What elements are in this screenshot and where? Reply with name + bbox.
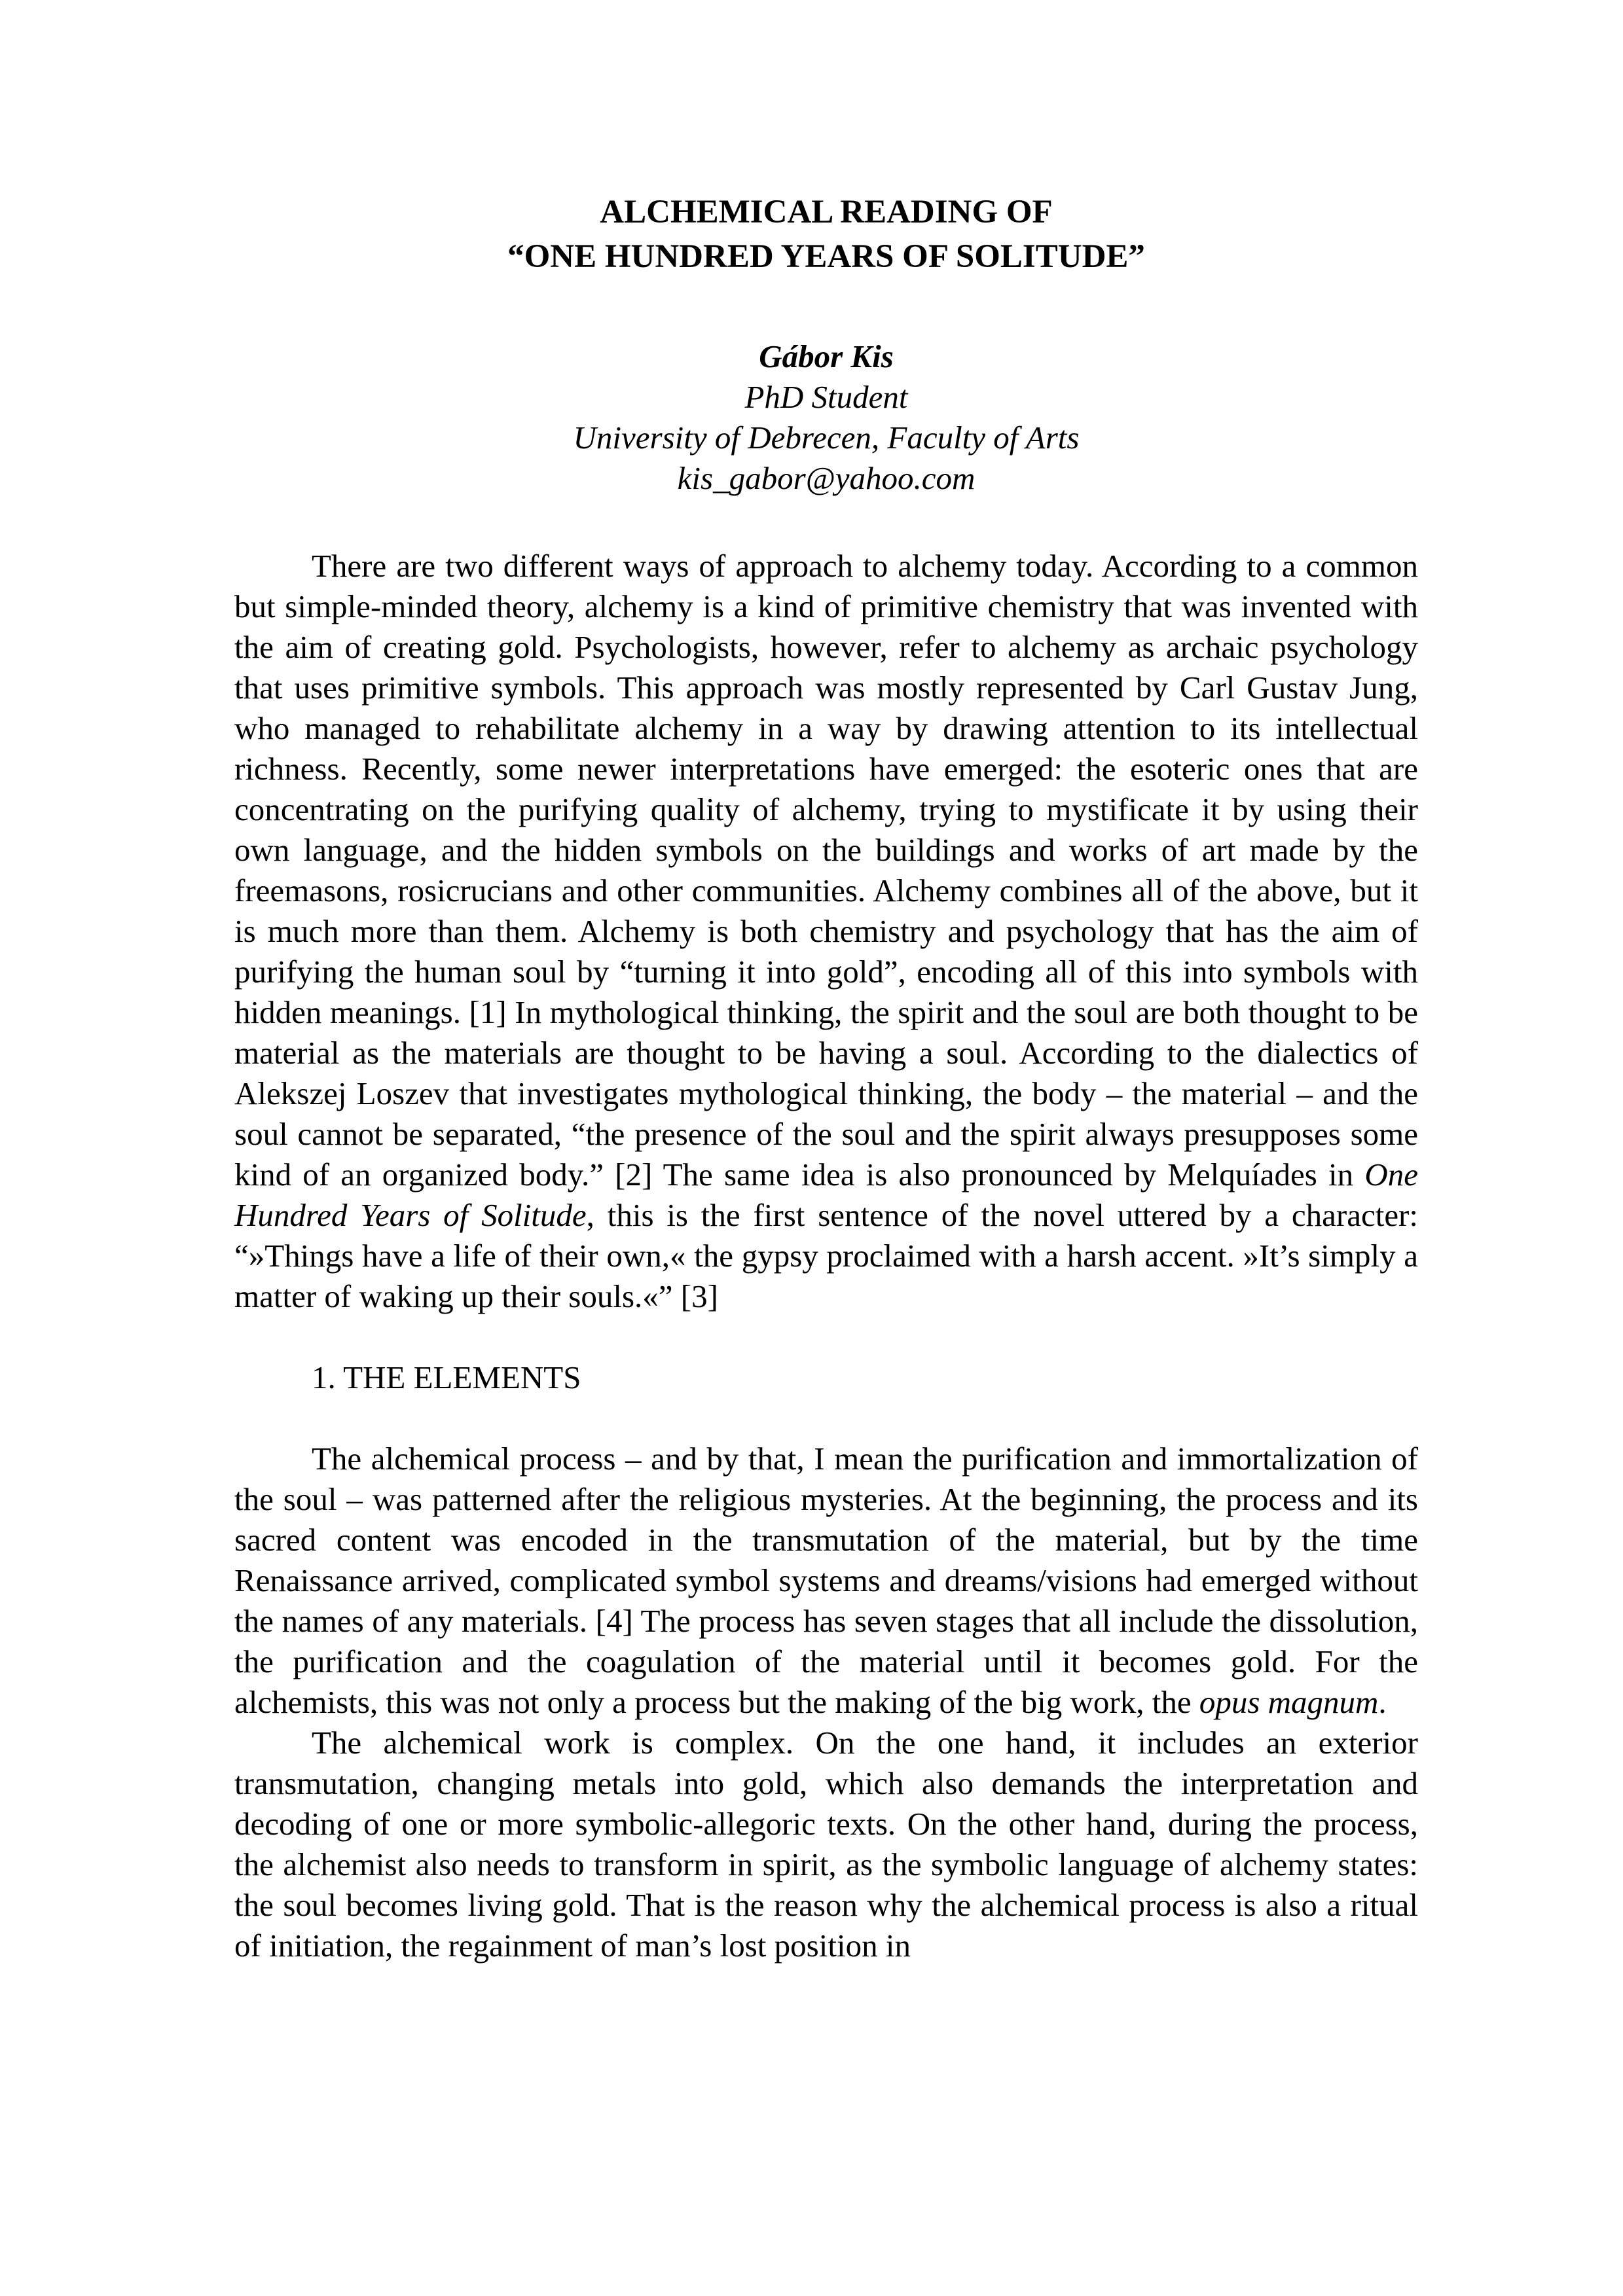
introduction (234, 546, 1418, 1317)
intro-text-a: There are two different ways of approach to alchemy today. According to a common but simple-minded theory, alchemy is a kind of primitive chemistry that was invented with the aim of creating gold. Psychologists, however, refer to alchemy as archaic psychology that uses primitive symbols. This approach was mostly represented by Carl Gustav Jung, who managed to rehabilitate alchemy in a way by drawing attention to its intellectual richness. Recently, some newer interpretations have emerged: the esoteric ones that are concentrating on the purifying quality of alchemy, trying to mystificate it by using their own language, and the hidden symbols on the buildings and works of art made by the freemasons, rosicrucians and other communities. Alchemy combines all of the above, but it is much more than them. Alchemy is both chemistry and psychology that has the aim of purifying the human soul by “turning it into gold”, encoding all of this into symbols with hidden meanings. [1] In mythological thinking, the spirit and the soul are both thought to be material as the materials are thought to be having a soul. According to the dialectics of Alekszej Loszev that investigates mythological thinking, the body – the material – and the soul cannot be separated, “the presence of the soul and the spirit always presupposes some kind of an organized body.” [2] The same idea is also pronounced by Melquíades in (234, 548, 1418, 1193)
intro-paragraph (234, 546, 1418, 1317)
author-email: kis_gabor@yahoo.com (677, 460, 976, 496)
elements-paragraph-2: The alchemical work is complex. On the one hand, it includes an exterior transmutation, changing metals into gold, which also demands the interpretation and decoding of one or more symbolic-allegoric texts. On the other hand, during the process, the alchemist also needs to transform in spirit, as the symbolic language of alchemy states: the soul becomes living gold. That is the reason why the alchemical process is also a ritual of initiation, the regainment of man’s lost position in (234, 1725, 1418, 1964)
elements-text-a: The alchemical process – and by that, I mean the purification and immortalization of the soul – was patterned after the religious mysteries. At the beginning, the process and its sacred content was encoded in the transmutation of the material, but by the time Renaissance arrived, complicated symbol systems and dreams/visions had emerged without the names of any materials. [4] The process has seven stages that all include the dissolution, the purification and the coagulation of the material until it becomes gold. For the alchemists, this was not only a process but the making of the big work, the (234, 1441, 1418, 1720)
author-position: PhD Student (744, 379, 908, 415)
elements-text-b: . (1378, 1684, 1387, 1720)
elements-paragraph-1 (234, 1439, 1418, 1723)
novel-title-reference: One Hundred Years of Solitude (234, 1157, 1418, 1233)
section-heading-elements: 1. THE ELEMENTS (312, 1359, 581, 1395)
paper-title (234, 190, 1418, 279)
author-name: Gábor Kis (759, 338, 894, 374)
opus-magnum-term: opus magnum (1199, 1684, 1379, 1720)
author-affiliation: University of Debrecen, Faculty of Arts (573, 420, 1080, 456)
intro-text-b: , this is the first sentence of the novel uttered by a character: “»Things have a life of their own,« the gypsy proclaimed with a harsh accent. »It’s simply a matter of waking up their souls.«” [3] (234, 1197, 1418, 1314)
author-block (234, 336, 1418, 499)
section-elements-body (234, 1439, 1418, 1966)
paper-page (234, 190, 1418, 1966)
title-line-1: ALCHEMICAL READING OF (600, 194, 1053, 230)
title-line-2: “ONE HUNDRED YEARS OF SOLITUDE” (507, 238, 1145, 275)
